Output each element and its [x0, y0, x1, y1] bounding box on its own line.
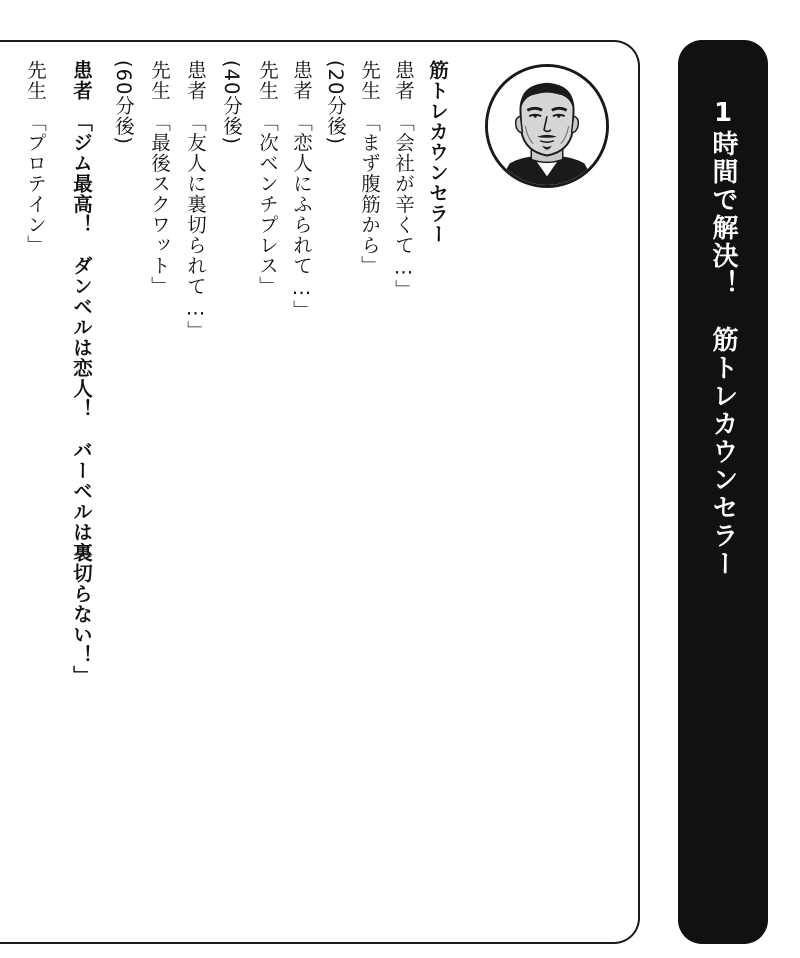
- line-text: 「会社が辛くて…」: [392, 121, 415, 300]
- speaker-label: 患者: [70, 60, 93, 101]
- speaker-label: 先生: [24, 60, 47, 101]
- dialogue-line-4: [250, 60, 284, 296]
- time-note-40: (40分後): [220, 60, 243, 146]
- title-text: 1時間で解決！ 筋トレカウンセラー: [708, 98, 738, 578]
- speaker-label: 患者: [392, 60, 415, 101]
- counselor-portrait-icon: [485, 64, 609, 188]
- dialogue-line-1: [386, 60, 420, 300]
- line-text: 「まず腹筋から」: [358, 121, 381, 276]
- dialogue-line-5: [178, 60, 212, 341]
- line-text: 「恋人にふられて…」: [290, 121, 313, 321]
- dialogue-line-2: [352, 60, 386, 276]
- dialogue-line-7: [64, 60, 98, 686]
- speaker-label: 患者: [184, 60, 207, 101]
- line-text: 「最後スクワット」: [148, 121, 171, 297]
- portrait-svg: [488, 67, 606, 185]
- speaker-label: 先生: [358, 60, 381, 101]
- line-text: 「次ベンチプレス」: [256, 121, 279, 297]
- line-text: 「友人に裏切られて…」: [184, 121, 207, 341]
- title-tab: [678, 40, 768, 944]
- dialogue-area: [14, 60, 454, 920]
- line-text: 「ジム最高！ ダンベルは恋人！ バーベルは裏切らない！」: [70, 121, 93, 686]
- dialogue-heading: 筋トレカウンセラー: [426, 60, 449, 245]
- dialogue-line-6: [142, 60, 176, 296]
- time-note-60: (60分後): [112, 60, 135, 146]
- line-text: 「プロテイン」: [24, 121, 47, 256]
- speaker-label: 患者: [290, 60, 313, 101]
- speaker-label: 先生: [148, 60, 171, 101]
- speaker-label: 先生: [256, 60, 279, 101]
- dialogue-line-3: [284, 60, 318, 320]
- dialogue-line-8: [18, 60, 52, 255]
- time-note-20: (20分後): [324, 60, 347, 146]
